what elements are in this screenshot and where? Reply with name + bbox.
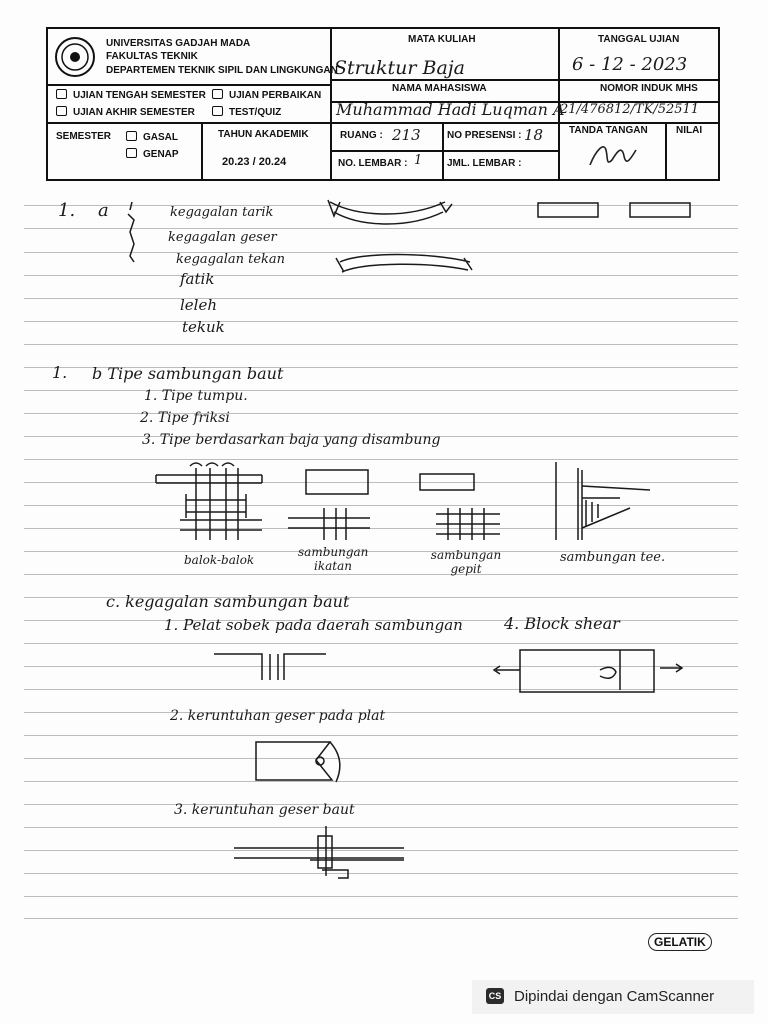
nim-label: NOMOR INDUK MHS: [600, 83, 698, 94]
mata-kuliah-label: MATA KULIAH: [408, 34, 476, 45]
checkbox-empty-icon: [212, 89, 223, 99]
camscanner-text: Dipindai dengan CamScanner: [514, 988, 715, 1005]
tanggal-value: 6 - 12 - 2023: [572, 54, 688, 75]
beam-compression-sketch: [336, 255, 472, 273]
q1a-item: fatik: [180, 270, 215, 288]
q1b-item: 1. Tipe tumpu.: [144, 388, 248, 404]
q1a-item: kegagalan geser: [168, 230, 277, 245]
q1c-item: 2. keruntuhan geser pada plat: [170, 708, 386, 724]
presensi-label: NO PRESENSI :: [447, 130, 522, 141]
diagram-caption: sambungan ikatan: [298, 545, 369, 573]
ruang-value: 213: [392, 126, 421, 144]
ujian-tengah-label: UJIAN TENGAH SEMESTER: [73, 90, 206, 101]
nama-value: Muhammad Hadi Luqman A: [336, 100, 565, 119]
camscanner-icon: CS: [486, 988, 504, 1004]
presensi-value: 18: [524, 126, 544, 144]
camscanner-footer: [472, 980, 754, 1014]
sambungan-gepit-sketch: [420, 474, 500, 540]
pelat-sobek-sketch: [214, 654, 326, 680]
ujian-perbaikan-option: [212, 89, 321, 102]
checkbox-checked-icon: [126, 131, 137, 141]
checkbox-checked-icon: [56, 106, 67, 116]
gelatik-brand: GELATIK: [648, 933, 712, 951]
department-name: DEPARTEMEN TEKNIK SIPIL DAN LINGKUNGAN: [106, 65, 338, 76]
gasal-option: [126, 131, 178, 144]
mata-kuliah-value: Struktur Baja: [334, 57, 465, 79]
lembar-value: 1: [414, 153, 423, 168]
semester-label: SEMESTER: [56, 131, 112, 142]
faculty-name: FAKULTAS TEKNIK: [106, 51, 198, 62]
checkbox-empty-icon: [126, 148, 137, 158]
diagram-caption: sambungan tee.: [560, 550, 666, 565]
geser-plat-sketch: [256, 742, 340, 782]
q1b-number: 1.: [52, 363, 68, 382]
tanggal-label: TANGGAL UJIAN: [598, 34, 680, 45]
q1c-heading: c. kegagalan sambungan baut: [106, 592, 350, 611]
tahun-value: 20.23 / 20.24: [222, 156, 287, 168]
q1a-item: kegagalan tekan: [176, 252, 286, 267]
jml-lembar-label: JML. LEMBAR :: [447, 158, 522, 169]
nama-label: NAMA MAHASISWA: [392, 83, 487, 94]
gasal-label: GASAL: [143, 132, 178, 143]
test-quiz-option: [212, 106, 281, 119]
q1a-number: 1.: [58, 200, 76, 221]
q1c-item: 4. Block shear: [504, 614, 620, 633]
diagram-caption: balok-balok: [184, 553, 255, 567]
q1b-item: 2. Tipe friksi: [140, 410, 230, 426]
lembar-label: NO. LEMBAR :: [338, 158, 408, 169]
block-shear-sketch: [494, 650, 682, 692]
university-name: UNIVERSITAS GADJAH MADA: [106, 38, 251, 49]
checkbox-empty-icon: [212, 106, 223, 116]
q1a-item: tekuk: [182, 318, 225, 336]
q1b-item: 3. Tipe berdasarkan baja yang disambung: [142, 432, 441, 448]
beam-tension-sketch: [328, 200, 452, 224]
nilai-label: NILAI: [676, 125, 703, 136]
q1c-item: 1. Pelat sobek pada daerah sambungan: [164, 616, 463, 634]
tanda-tangan-label: TANDA TANGAN: [569, 125, 648, 136]
geser-baut-sketch: [234, 826, 404, 878]
q1b-heading: b Tipe sambungan baut: [92, 364, 284, 383]
ujian-akhir-label: UJIAN AKHIR SEMESTER: [73, 107, 195, 118]
diagram-caption: sambungan gepit: [430, 548, 502, 576]
ujian-tengah-option: [56, 89, 206, 102]
ujian-akhir-option: [56, 106, 195, 119]
nim-value: 21/476812/TK/52511: [560, 102, 700, 117]
q1c-item: 3. keruntuhan geser baut: [174, 802, 355, 818]
tahun-label: TAHUN AKADEMIK: [218, 129, 309, 140]
genap-option: [126, 148, 179, 161]
checkbox-empty-icon: [56, 89, 67, 99]
q1a-item: kegagalan tarik: [170, 205, 274, 220]
test-quiz-label: TEST/QUIZ: [229, 107, 282, 118]
ujian-perbaikan-label: UJIAN PERBAIKAN: [229, 90, 322, 101]
brace-mark: [128, 202, 134, 262]
genap-label: GENAP: [143, 149, 179, 160]
q1a-letter: a: [98, 200, 109, 221]
ruang-label: RUANG :: [340, 130, 383, 141]
q1a-item: leleh: [180, 296, 218, 314]
